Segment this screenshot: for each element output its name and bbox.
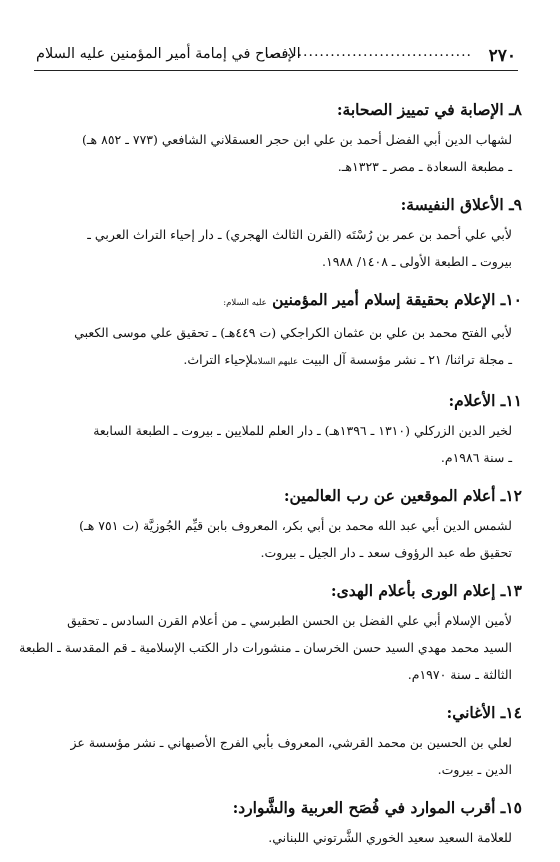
entry-title <box>32 286 522 317</box>
honorific-text: عليهم السلام <box>253 357 299 367</box>
entry-line: ـ سنة ١٩٨٦م. <box>440 450 512 465</box>
entry-line: تحقيق طه عبد الرؤوف سعد ـ دار الجيل ـ بيروت. <box>260 545 512 560</box>
bibliography-entry-9 <box>32 191 522 275</box>
entry-line-text: ـ مجلة تراثنا/ ٢١ ـ نشر مؤسسة آل البيت <box>302 352 512 367</box>
entry-body <box>19 607 512 688</box>
bibliography-entry-8 <box>32 96 522 180</box>
entry-line: السيد محمد مهدي السيد حسن الخرسان ـ منشورات دار الكتب الإسلامية ـ قم المقدسة ـ الطبعة <box>19 640 512 655</box>
page-header <box>34 42 518 71</box>
entry-title: ١٥ـ أقرب الموارد في فُصَح العربية والشَّوارد: <box>232 798 522 817</box>
bibliography-list <box>19 96 522 862</box>
entry-body <box>32 126 512 180</box>
bibliography-entry-13 <box>19 577 522 688</box>
entry-line-tail: لإحياء التراث. <box>183 352 254 367</box>
entry-body <box>32 221 512 275</box>
entry-title: ١٣ـ إعلام الورى بأعلام الهدى: <box>330 581 522 600</box>
entry-line: لعلي بن الحسين بن محمد القرشي، المعروف بأبي الفرج الأصبهاني ـ نشر مؤسسة عز <box>70 735 512 750</box>
entry-line: لأمين الإسلام أبي علي الفضل بن الحسن الطبرسي ـ من أعلام القرن السادس ـ تحقيق <box>67 613 512 628</box>
page-number: ٢٧٠ <box>488 46 516 66</box>
entry-body <box>32 729 512 783</box>
entry-body <box>32 319 512 376</box>
entry-line: لخير الدين الزركلي (١٣١٠ ـ ١٣٩٦هـ) ـ دار العلم للملايين ـ بيروت ـ الطبعة السابعة <box>93 423 512 438</box>
bibliography-entry-10 <box>32 286 522 376</box>
entry-line: بيروت ـ الطبعة الأولى ـ ١٤٠٨/ ١٩٨٨. <box>322 254 512 269</box>
entry-body <box>32 417 512 471</box>
bibliography-entry-12 <box>32 482 522 566</box>
entry-body <box>32 512 512 566</box>
entry-title-text: ١٠ـ الإعلام بحقيقة إسلام أمير المؤمنين <box>272 290 522 309</box>
entry-body <box>32 824 512 851</box>
entry-line: للعلامة السعيد سعيد الخوري الشَّرتوني اللبناني. <box>268 830 512 845</box>
header-leader-dots: ...................................... <box>264 44 472 60</box>
entry-line: الدين ـ بيروت. <box>437 762 512 777</box>
entry-line: الثالثة ـ سنة ١٩٧٠م. <box>407 667 512 682</box>
entry-title: ١٤ـ الأغاني: <box>446 703 522 722</box>
bibliography-entry-11 <box>32 387 522 471</box>
running-title: الإفصاح في إمامة أمير المؤمنين عليه السلام <box>36 46 301 62</box>
entry-line <box>32 346 512 376</box>
entry-title: ٨ـ الإصابة في تمييز الصحابة: <box>336 100 522 119</box>
entry-line: لشهاب الدين أبي الفضل أحمد بن علي ابن حجر العسقلاني الشافعي (٧٧٣ ـ ٨٥٢ هـ) <box>82 132 512 147</box>
entry-title: ١٢ـ أعلام الموقعين عن رب العالمين: <box>283 486 522 505</box>
entry-line: لأبي الفتح محمد بن علي بن عثمان الكراجكي (ت ٤٤٩هـ) ـ تحقيق علي موسى الكعبي <box>74 325 512 340</box>
entry-title: ٩ـ الأعلاق النفيسة: <box>400 195 522 214</box>
entry-line: ـ مطبعة السعادة ـ مصر ـ ١٣٢٣هـ. <box>337 159 512 174</box>
bibliography-entry-14 <box>32 699 522 783</box>
entry-line: لشمس الدين أبي عبد الله محمد بن أبي بكر، المعروف بابن قيِّم الجُوزيَّة (ت ٧٥١ هـ) <box>79 518 512 533</box>
honorific-text: عليه السلام: <box>223 298 267 308</box>
entry-line: لأبي علي أحمد بن عمر بن رُسْتَه (القرن الثالث الهجري) ـ دار إحياء التراث العربي ـ <box>87 227 512 242</box>
bibliography-entry-15 <box>32 794 522 851</box>
entry-title: ١١ـ الأعلام: <box>448 391 522 410</box>
